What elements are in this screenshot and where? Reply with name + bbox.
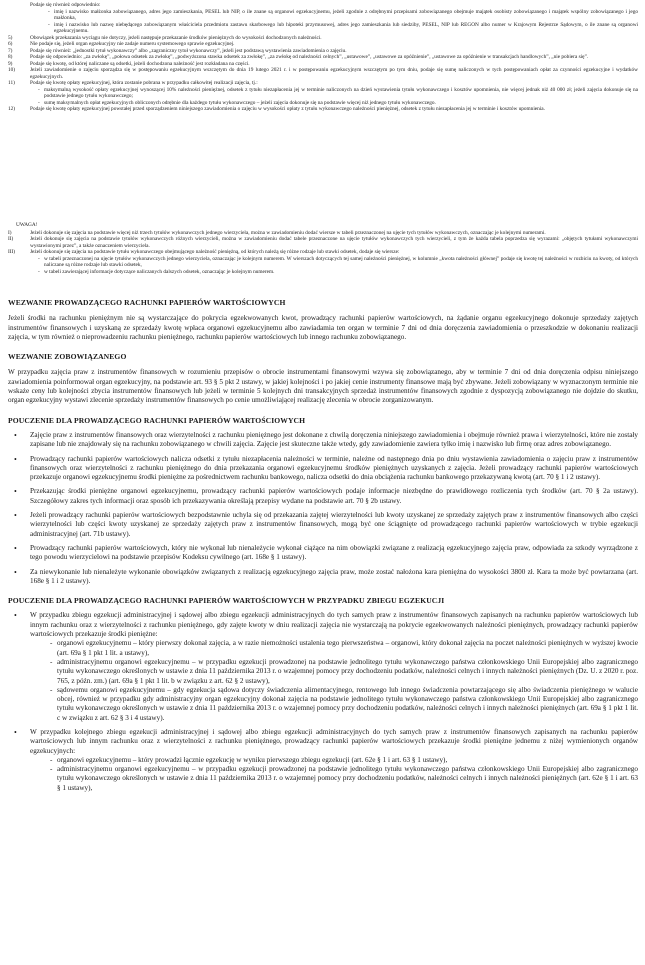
notice-iii-sub: - w tabeli przeznaczonej na ujęcie tytułów wykonawczych jednego wierzyciela, oznaczając je kolejnym numerem. W wierszach dotyczących tej samej należności pieniężnej, w kolumnie „kwota należności głównej” podaje się kwotę tej należności w rozbiciu na kwoty, od których naliczane są różne rodzaje lub stawki odsetek, bbox=[38, 255, 638, 268]
notice-item: II) Jeżeli dokonuje się zajęcia na podstawie tytułów wykonawczych różnych wierzycieli, można w zawiadomieniu dodać tabele przeznaczone na ujęcie tytułów wykonawczych tych wierzycieli, z tym że każda tabela poprzedza się wyrazami: „objętych tytułami wykonawczymi wystawionymi przez”, a także oznaczeniem wierzyciela. bbox=[8, 236, 638, 249]
sub-item: - organowi egzekucyjnemu – który prowadzi łącznie egzekucję w wyniku pierwszego zbiegu egzekucji (art. 62e § 1 i art. 63 § 1 ustawy), bbox=[50, 755, 448, 764]
section-heading-wezwanie-zobowiazanego: WEZWANIE ZOBOWIĄZANEGO bbox=[8, 352, 127, 362]
footnote-11-sub: - sumę maksymalnych opłat egzekucyjnych obliczonych odrębnie dla każdego tytułu wykonawczego – jeżeli zajęcia dokonuje się na podstawie więcej niż jednego tytułu wykonawczego. bbox=[38, 99, 436, 106]
list-item: • Przekazując środki pieniężne organowi egzekucyjnemu, prowadzący rachunki papierów wartościowych podaje informacje niezbędne do prawidłowego rozliczenia tych środków (art. 70 § 2a ustawy). Szczegółowy zakres tych informacji oraz sposób ich przekazywania określają przepisy wydane na podstawie art. 70 § 2b ustawy. bbox=[8, 487, 638, 506]
list-item: • Prowadzący rachunki papierów wartościowych nalicza odsetki z tytułu niezapłacenia należności w terminie, należne od następnego dnia po dniu wystawienia zawiadomienia o zajęciu praw z instrumentów finansowych oraz wierzytelności z rachunku pieniężnego do dnia przekazania organowi egzekucyjnemu środków pieniężnych uzyskanych z zajęcia. Jeżeli prowadzący rachunki papierów wartościowych przekazuje organowi egzekucyjnemu środki pieniężne za pośrednictwem rachunku bankowego, nalicza odsetki do dnia obciążenia rachunku bankowego przekazywaną kwotą (art. 70 § 1 i 2 ustawy). bbox=[8, 455, 638, 483]
list-item: • Zajęcie praw z instrumentów finansowych oraz wierzytelności z rachunku pieniężnego jest dokonane z chwilą doręczenia niniejszego zawiadomienia i obejmuje również prawa i wierzytelności, które nie zostały zapisane lub nie znajdowały się na rachunku zobowiązanego w chwili zajęcia. Zajęcie jest skuteczne także wtedy, gdy zawiadomienie zawiera tylko imię i nazwisko lub firmę oraz adres zobowiązanego. bbox=[8, 431, 638, 450]
footnote-11-sub: - maksymalną wysokość opłaty egzekucyjnej wynoszącej 10% należności pieniężnej, odsetek z tytułu niezapłacenia jej w terminie naliczonych na dzień wystawienia tytułu wykonawczego i kosztów upomnienia, nie więcej jednak niż 40 000 zł; jeżeli zajęcia dokonuje się na podstawie jednego tytułu wykonawczego; bbox=[38, 86, 638, 99]
footnote-item: 11) Podaje się kwotę opłaty egzekucyjnej, która zostanie pobrana w przypadku całkowitej realizacji zajęcia, tj.: bbox=[8, 80, 258, 86]
sub-item: - administracyjnemu organowi egzekucyjnemu – w przypadku egzekucji prowadzonej na podstawie jednolitego tytułu wykonawczego państwa członkowskiego Unii Europejskiej albo zagranicznego tytułu wykonawczego określonych w ustawie z dnia 11 października 2013 r. o wzajemnej pomocy przy dochodzeniu podatków, należności celnych i innych należności pieniężnych (art. 62e § 1 i art. 63 § 1 ustawy), bbox=[50, 765, 638, 792]
section-heading-zbieg-egzekucji: POUCZENIE DLA PROWADZĄCEGO RACHUNKI PAPIERÓW WARTOŚCIOWYCH W PRZYPADKU ZBIEGU EGZEKUCJI bbox=[8, 596, 445, 606]
list-item: • W przypadku kolejnego zbiegu egzekucji administracyjnej i sądowej albo zbiegu egzekucji administracyjnych do tych samych praw z instrumentów finansowych zapisanych na rachunku papierów wartościowych lub innym rachunku oraz z wierzytelności z rachunku pieniężnego, prowadzący rachunki papierów wartościowych przekazuje środki pieniężne jednemu z niżej wymienionych organów egzekucyjnych: - organowi egzekucyjnemu – który prowadzi łącznie egzekucję w wyniku pierwszego zbiegu egzekucji (art. 62e § 1 i art. 63 § 1 ustawy), - administracyjnemu organowi egzekucyjnemu – w przypadku egzekucji prowadzonej na podstawie jednolitego tytułu wykonawczego państwa członkowskiego Unii Europejskiej albo zagranicznego tytułu wykonawczego określonych w ustawie z dnia 11 października 2013 r. o wzajemnej pomocy przy dochodzeniu podatków, należności celnych i innych należności pieniężnych (art. 62e § 1 i art. 63 § 1 ustawy), bbox=[8, 728, 638, 793]
footnote-item: 7) Podaje się również: „jednostki tytuł wykonawczy” albo „zagraniczny tytuł wykonawczy”, jeżeli jest podstawą wystawienia zawiadomienia o zajęciu. bbox=[8, 47, 347, 54]
footnote-item: 10) Jeżeli zawiadomienie o zajęciu sporządza się w postępowaniu egzekucyjnym wszczętym do dnia 19 lutego 2021 r. i w postępowaniu egzekucyjnym wszczętym po tym dniu, podaje się sumę naliczonych w tych postępowaniach opłat za czynności egzekucyjne i wydatków egzekucyjnych. bbox=[8, 67, 638, 80]
sub-item: - organowi egzekucyjnemu – który pierwszy dokonał zajęcia, a w razie niemożności ustalenia tego pierwszeństwa – organowi, który dokonał zajęcia na poczet należności pieniężnych w wyższej kwocie (art. 69a § 1 pkt 1 lit. a ustawy), bbox=[50, 639, 638, 657]
notice-iii-sub: - w tabeli zawierającej informacje dotyczące naliczanych dalszych odsetek, oznaczając je kolejnym numerem. bbox=[38, 268, 275, 275]
notice-item: III) Jeżeli dokonuje się zajęcia na podstawie tytułu wykonawczego obejmującego należność pieniężną, od których należą się różne rodzaje lub stawki odsetek, dodaje się wiersze: bbox=[8, 249, 400, 255]
footnote-intro: Podaje się również odpowiednio: bbox=[30, 2, 101, 8]
sub-item: - sądowemu organowi egzekucyjnemu – gdy egzekucja sądowa dotyczy świadczenia alimentacyjnego, rentowego lub innego świadczenia powtarzającego się albo świadczenia pieniężnego w walucie obcej, również w przypadku gdy administracyjny organ egzekucyjny dokonał zajęcia na podstawie jednolitego tytułu wykonawczego państwa członkowskiego Unii Europejskiej albo zagranicznego tytułu wykonawczego określonych w ustawie z dnia 11 października 2013 r. o wzajemnej pomocy przy dochodzeniu podatków, należności celnych i innych należności pieniężnych (art. 69a § 1 pkt 1 lit. c w związku z art. 62 § 3 i 4 ustawy). bbox=[50, 685, 638, 722]
section-text: Jeżeli środki na rachunku pieniężnym nie są wystarczające do pokrycia egzekwowanych kwot, prowadzący rachunki papierów wartościowych, na żądanie organu egzekucyjnego dokonuje sprzedaży zajętych instrumentów finansowych i uzyskaną ze sprzedaży kwotę wpłaca organowi egzekucyjnemu albo zawiadamia ten organ w terminie 7 dni od dnia doręczenia zawiadomienia o przeszkodzie w dokonaniu realizacji zajęcia, w tym również o nieprowadzeniu rachunku pieniężnego, rachunku papierów wartościowych lub innego rachunku zobowiązanego. bbox=[8, 314, 638, 341]
section-heading-pouczenie: POUCZENIE DLA PROWADZĄCEGO RACHUNKI PAPIERÓW WARTOŚCIOWYCH bbox=[8, 415, 306, 425]
sub-item: - administracyjnemu organowi egzekucyjnemu – w przypadku egzekucji prowadzonej na podstawie jednolitego tytułu wykonawczego państwa członkowskiego Unii Europejskiej albo zagranicznego tytułu wykonawczego określonych w ustawie z dnia 11 października 2013 r. o wzajemnej pomocy przy dochodzeniu podatków, należności celnych i innych należności pieniężnych (Dz. U. z 2020 r. poz. 765, z późn. zm.) (art. 69a § 1 pkt 1 lit. b w związku z art. 62 § 2 ustawy), bbox=[50, 657, 638, 685]
footnote-item: 8) Podaje się odpowiednio: „za zwłokę”, „połowa odsetek za zwłokę”, „podwyższona stawka odsetek za zwłokę”, „za zwłokę od należności celnych”, „ustawowe”, „ustawowe za opóźnienie”, „ustawowe za opóźnienie w transakcjach handlowych”, „nie pobiera się”. bbox=[8, 54, 589, 60]
list-item: • Jeżeli prowadzący rachunki papierów wartościowych bezpodstawnie uchyla się od przekazania zajętej wierzytelności lub kwoty uzyskanej ze sprzedaży zajętych praw z instrumentów finansowych albo części wierzytelności lub części kwoty uzyskanej ze sprzedaży zajętych praw z instrumentów finansowych, mogą być one ściągnięte od prowadzącego rachunki papierów wartościowych w trybie egzekucji administracyjnej (art. 71b ustawy). bbox=[8, 511, 638, 539]
footnote-item: 5) Obowiązek przekazania wyciągu nie dotyczy, jeżeli następuje przekazanie środków pieniężnych do wysokości dochodzonych należności. bbox=[8, 34, 322, 41]
sub-list bbox=[50, 639, 638, 723]
footnotes bbox=[8, 2, 638, 113]
footnote-intro-item: - imię i nazwisko lub nazwę niebędącego zobowiązanym właściciela przedmiotu zastawu skarbowego lub hipoteki przymusowej, adres jego zamieszkania lub siedziby, PESEL, NIP lub REGON albo numer w Krajowym Rejestrze Sądowym, o ile znane są organowi egzekucyjnemu. bbox=[48, 21, 638, 34]
main-content bbox=[8, 298, 638, 793]
list-item: • Prowadzący rachunki papierów wartościowych, który nie wykonał lub nienależycie wykonał ciążące na nim obowiązki związane z realizacją egzekucyjnego zajęcia praw, odpowiada za szkody wyrządzone z tego powodu wierzycielowi na podstawie przepisów Kodeksu cywilnego (art. 168e § 1 ustawy). bbox=[8, 544, 638, 563]
footnote-intro-item: - imię i nazwisko małżonka zobowiązanego, adres jego zamieszkania, PESEL lub NIP, o ile znane są organowi egzekucyjnemu, jeżeli zgodnie z odrębnymi przepisami zobowiązanego obejmuje majątek osobisty zobowiązanego i majątek wspólny zobowiązanego i jego małżonka, bbox=[48, 8, 638, 21]
notice-item: I) Jeżeli dokonuje się zajęcia na podstawie więcej niż trzech tytułów wykonawczych jednego wierzyciela, można w zawiadomieniu dodać wiersze w tabeli przeznaczonej na ujęcie tych tytułów wykonawczych, oznaczając je kolejnymi numerami. bbox=[8, 229, 546, 236]
zbieg-list bbox=[8, 611, 638, 793]
section-heading-wezwanie-prowadzacego: WEZWANIE PROWADZĄCEGO RACHUNKI PAPIERÓW WARTOŚCIOWYCH bbox=[8, 298, 286, 307]
footnote-item: 9) Podaje się kwotę, od której naliczane są odsetki, jeżeli dochodzona należność jest rozkładana na części. bbox=[8, 60, 250, 67]
notice-block bbox=[8, 222, 638, 275]
list-item: • Za niewykonanie lub nienależyte wykonanie obowiązków związanych z realizacją egzekucyjnego zajęcia praw, może zostać nałożona kara pieniężna do wysokości 3800 zł. Kara ta może być powtarzana (art. 168e § 1 i 2 ustawy). bbox=[8, 568, 638, 587]
list-item: • W przypadku zbiegu egzekucji administracyjnej i sądowej albo zbiegu egzekucji administracyjnych do tych samych praw z instrumentów finansowych zapisanych na rachunku papierów wartościowych lub innym rachunku oraz z wierzytelności z rachunku pieniężnego, gdy zajęte kwoty w dniu realizacji zajęcia nie wystarczają na pokrycie egzekwowanych należności pieniężnych, prowadzący rachunki papierów wartościowych przekazuje środki pieniężne: - organowi egzekucyjnemu – który pierwszy dokonał zajęcia, a w razie niemożności ustalenia tego pierwszeństwa – organowi, który dokonał zajęcia na poczet należności pieniężnych w wyższej kwocie (art. 69a § 1 pkt 1 lit. a ustawy), - administracyjnemu organowi egzekucyjnemu – w przypadku egzekucji prowadzonej na podstawie jednolitego tytułu wykonawczego państwa członkowskiego Unii Europejskiej albo zagranicznego tytułu wykonawczego określonych w ustawie z dnia 11 października 2013 r. o wzajemnej pomocy przy dochodzeniu podatków, należności celnych i innych należności pieniężnych (Dz. U. z 2020 r. poz. 765, z późn. zm.) (art. 69a § 1 pkt 1 lit. b w związku z art. 62 § 2 ustawy), - sądowemu organowi egzekucyjnemu – gdy egzekucja sądowa dotyczy świadczenia alimentacyjnego, rentowego lub innego świadczenia powtarzającego się albo świadczenia pieniężnego w walucie obcej, również w przypadku gdy administracyjny organ egzekucyjny dokonał zajęcia na podstawie jednolitego tytułu wykonawczego państwa członkowskiego Unii Europejskiej albo zagranicznego tytułu wykonawczego określonych w ustawie z dnia 11 października 2013 r. o wzajemnej pomocy przy dochodzeniu podatków, należności celnych i innych należności pieniężnych (art. 69a § 1 pkt 1 lit. c w związku z art. 62 § 3 i 4 ustawy). bbox=[8, 611, 638, 723]
footnote-item: 12) Podaje się kwotę opłaty egzekucyjnej powstałej przed sporządzeniem niniejszego zawiadomienia o zajęciu w wysokości opłaty z tytułu wykonawczego należności pieniężnej, odsetek z tytułu niezapłacenia jej w terminie i kosztów upomnienia. bbox=[8, 106, 545, 112]
pouczenie-list bbox=[8, 431, 638, 586]
footnote-item: 6) Nie podaje się, jeżeli organ egzekucyjny nie zadaje numeru systemowego sprawie egzekucyjnej. bbox=[8, 41, 235, 47]
sub-list bbox=[50, 756, 638, 793]
section-text: W przypadku zajęcia praw z instrumentów finansowych w rozumieniu przepisów o obrocie instrumentami finansowymi wzywa się zobowiązanego, aby w terminie 7 dni od dnia doręczenia odpisu niniejszego zawiadomienia poinformował organ egzekucyjny, na podstawie art. 93 § 5 pkt 2 ustawy, w jakiej kolejności i po jakiej cenie instrumenty finansowe mają być zbywane. Jeżeli zobowiązany w wyznaczonym terminie nie wskaże ceny lub kolejności zbycia instrumentów finansowych lub jeżeli w terminie 5 kolejnych dni transakcyjnych sprzedaż instrumentów finansowych zgodnie z dyspozycją zobowiązanego nie dojdzie do skutku, organ egzekucyjny wystawi zlecenie sprzedaży instrumentów finansowych po cenie umożliwiającej realizację zlecenia w obrocie zorganizowanym. bbox=[8, 368, 638, 405]
notice-title: UWAGA! bbox=[16, 222, 38, 228]
